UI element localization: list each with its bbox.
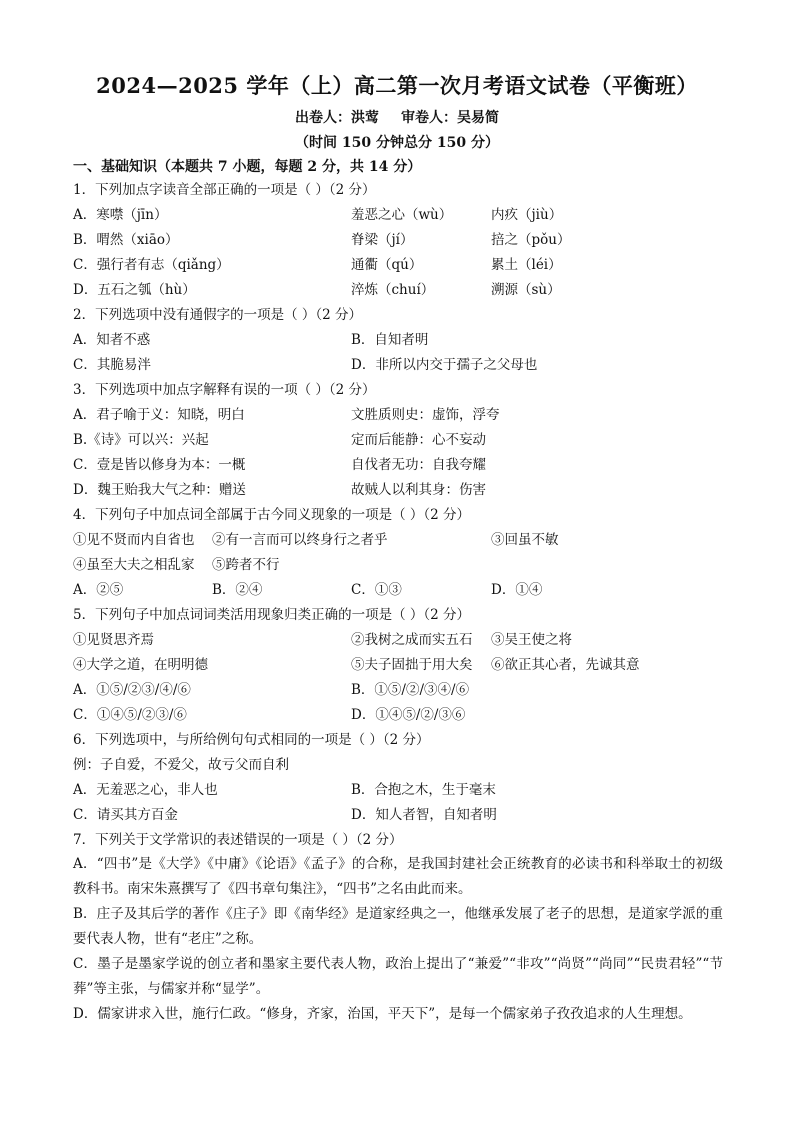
q4-item-4: ④虽至大夫之相乱家 bbox=[73, 557, 195, 573]
q5-option-c: C．①④⑤/②③/⑥ bbox=[73, 707, 187, 723]
q2-option-c: C．其脆易泮 bbox=[73, 357, 151, 373]
q5-item-6: ⑥欲正其心者，先诚其意 bbox=[491, 657, 640, 673]
q7-option-a: A．“四书”是《大学》《中庸》《论语》《孟子》的合称，是我国封建社会正统教育的必读书和科举取士的初级教科书。南宋朱熹撰写了《四书章句集注》，“四书”之名由此而来。 bbox=[73, 856, 723, 897]
q2-option-b: B．自知者明 bbox=[351, 332, 429, 348]
q3-option-c-2: 自伐者无功：自我夸耀 bbox=[351, 457, 486, 473]
q3-option-d-1: D．魏王贻我大气之种：赠送 bbox=[73, 482, 246, 498]
q1-option-c-1: C．强行者有志（qiǎng） bbox=[73, 257, 230, 273]
question-1-stem: 1．下列加点字读音全部正确的一项是（ ）（2 分） bbox=[73, 182, 376, 198]
q6-example: 例：子自爱，不爱父，故亏父而自利 bbox=[73, 757, 289, 773]
q5-option-b: B．①⑤/②/③④/⑥ bbox=[351, 682, 470, 698]
question-7-stem: 7．下列关于文学常识的表述错误的一项是（ ）（2 分） bbox=[73, 832, 403, 848]
q1-option-d-2: 淬炼（chuí） bbox=[351, 282, 435, 298]
q1-option-a-2: 羞恶之心（wù） bbox=[351, 207, 453, 223]
section-heading: 一、基础知识（本题共 7 小题，每题 2 分，共 14 分） bbox=[73, 159, 422, 175]
q3-option-d-2: 故贼人以利其身：伤害 bbox=[351, 482, 486, 498]
q1-option-b-2: 脊梁（jí） bbox=[351, 232, 414, 248]
q6-option-a: A．无羞恶之心，非人也 bbox=[73, 782, 218, 798]
exam-authors bbox=[0, 107, 794, 127]
q5-item-5: ⑤夫子固拙于用大矣 bbox=[351, 657, 473, 673]
question-4-stem: 4．下列句子中加点词全部属于古今同义现象的一项是（ ）（2 分） bbox=[73, 507, 471, 523]
q5-item-3: ③吴王使之将 bbox=[491, 632, 572, 648]
q4-option-c: C．①③ bbox=[351, 582, 402, 598]
q3-option-c-1: C．壹是皆以修身为本：一概 bbox=[73, 457, 246, 473]
q1-option-a-3: 内疚（jiù） bbox=[491, 207, 563, 223]
q4-option-d: D．①④ bbox=[491, 582, 543, 598]
q4-item-3: ③回虽不敏 bbox=[491, 532, 559, 548]
question-6-stem: 6．下列选项中，与所给例句句式相同的一项是（ ）（2 分） bbox=[73, 732, 430, 748]
q2-option-a: A．知者不惑 bbox=[73, 332, 151, 348]
q7-option-b: B．庄子及其后学的著作《庄子》即《南华经》是道家经典之一，他继承发展了老子的思想，是道家学派的重要代表人物，世有“老庄”之称。 bbox=[73, 906, 723, 947]
q6-option-c: C．请买其方百金 bbox=[73, 807, 178, 823]
q1-option-b-1: B．喟然（xiāo） bbox=[73, 232, 179, 248]
q7-option-d: D．儒家讲求入世，施行仁政。“修身，齐家，治国，平天下”，是每一个儒家弟子孜孜追求的人生理想。 bbox=[73, 1006, 692, 1022]
q1-option-c-2: 通衢（qú） bbox=[351, 257, 423, 273]
q6-option-b: B．合抱之木，生于毫末 bbox=[351, 782, 496, 798]
q3-option-a-1: A．君子喻于义：知晓，明白 bbox=[73, 407, 245, 423]
q4-item-2: ②有一言而可以终身行之者乎 bbox=[212, 532, 388, 548]
q4-option-a: A．②⑤ bbox=[73, 582, 124, 598]
q4-item-5: ⑤跨者不行 bbox=[212, 557, 280, 573]
q1-option-a-1: A．寒噤（jīn） bbox=[73, 207, 168, 223]
reviewer-label: 审卷人：吴易简 bbox=[401, 110, 499, 126]
q1-option-b-3: 掊之（pǒu） bbox=[491, 232, 571, 248]
question-2-stem: 2．下列选项中没有通假字的一项是（ ）（2 分） bbox=[73, 307, 363, 323]
q1-option-c-3: 累土（léi） bbox=[491, 257, 562, 273]
q2-option-d: D．非所以内交于孺子之父母也 bbox=[351, 357, 538, 373]
q4-option-b: B．②④ bbox=[212, 582, 263, 598]
q5-option-d: D．①④⑤/②/③⑥ bbox=[351, 707, 466, 723]
setter-label: 出卷人：洪莺 bbox=[295, 110, 379, 126]
q5-option-a: A．①⑤/②③/④/⑥ bbox=[73, 682, 191, 698]
q5-item-4: ④大学之道，在明明德 bbox=[73, 657, 208, 673]
q5-item-1: ①见贤思齐焉 bbox=[73, 632, 154, 648]
q4-item-1: ①见不贤而内自省也 bbox=[73, 532, 195, 548]
q3-option-b-1: B.《诗》可以兴：兴起 bbox=[73, 432, 209, 448]
q7-option-c: C．墨子是墨家学说的创立者和墨家主要代表人物，政治上提出了“兼爱”“非攻”“尚贤”“尚同”“民贵君轻”“节葬”等主张，与儒家并称“显学”。 bbox=[73, 956, 723, 997]
q5-item-2: ②我树之成而实五石 bbox=[351, 632, 473, 648]
question-5-stem: 5．下列句子中加点词词类活用现象归类正确的一项是（ ）（2 分） bbox=[73, 607, 471, 623]
q6-option-d: D．知人者智，自知者明 bbox=[351, 807, 497, 823]
q1-option-d-3: 溯源（sù） bbox=[491, 282, 561, 298]
exam-title: 2024—2025 学年（上）高二第一次月考语文试卷（平衡班） bbox=[96, 73, 698, 98]
exam-time-score: （时间 150 分钟总分 150 分） bbox=[295, 135, 499, 151]
q3-option-a-2: 文胜质则史：虚饰，浮夸 bbox=[351, 407, 500, 423]
question-3-stem: 3．下列选项中加点字解释有误的一项（ ）（2 分） bbox=[73, 382, 376, 398]
q1-option-d-1: D．五石之瓠（hù） bbox=[73, 282, 196, 298]
q3-option-b-2: 定而后能静：心不妄动 bbox=[351, 432, 486, 448]
